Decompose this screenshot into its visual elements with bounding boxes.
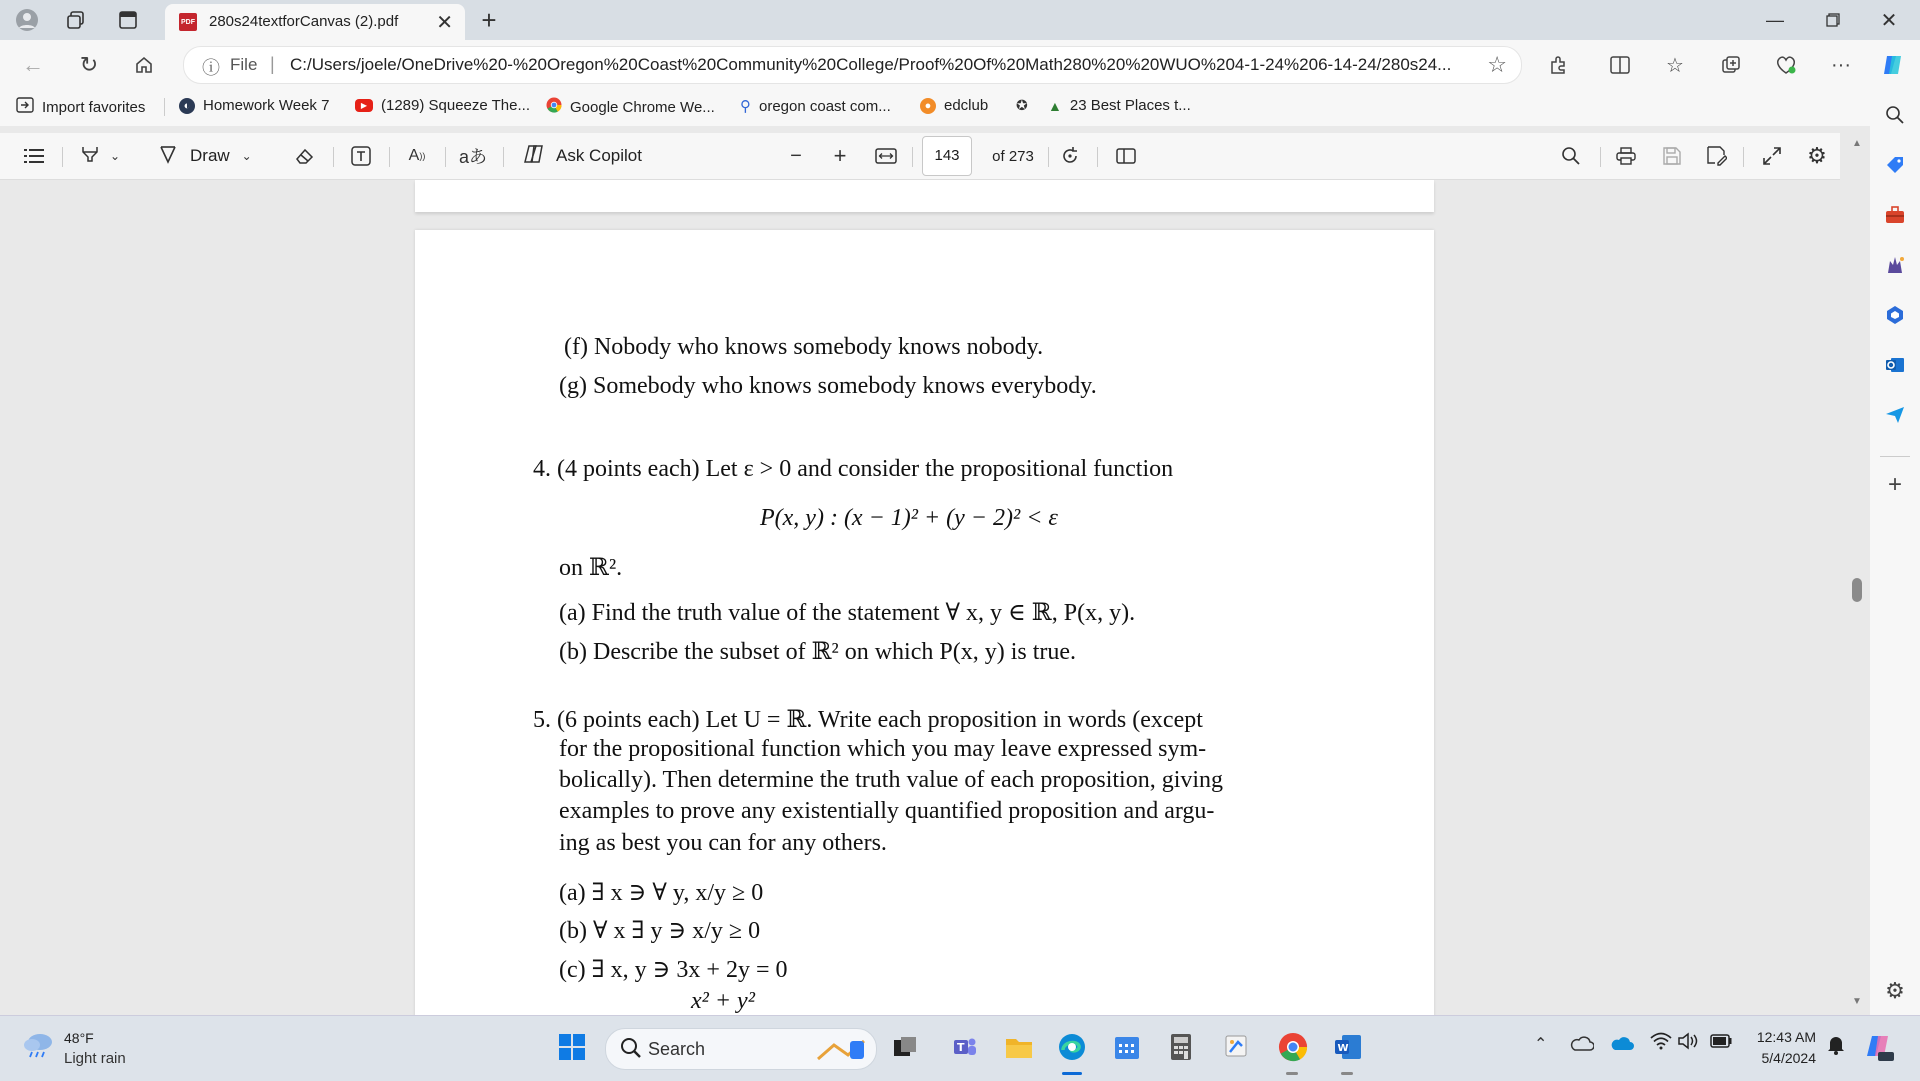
address-bar[interactable] <box>183 46 1522 84</box>
question-5-line-3: bolically). Then determine the truth value of each proposition, giving <box>559 767 1224 793</box>
zoom-in-icon[interactable]: + <box>833 143 847 168</box>
tab-active[interactable] <box>165 4 465 40</box>
page-number-input[interactable]: 143 <box>922 136 972 176</box>
profile-icon[interactable] <box>14 8 40 32</box>
url-text[interactable]: C:/Users/joele/OneDrive%20-%20Oregon%20Coast%20Community%20College/Proof%20Of%20Math280%20%20WUO%204-1-24%206-14-24/280s24... <box>290 55 1452 74</box>
toolbar-divider <box>1743 147 1744 167</box>
sidebar-divider <box>1880 456 1910 457</box>
import-icon <box>16 97 34 117</box>
clock-date[interactable]: 5/4/2024 <box>1761 1050 1816 1066</box>
ask-copilot-label: Ask Copilot <box>556 146 642 165</box>
pdf-viewport[interactable] <box>0 180 1840 1015</box>
copilot-preview-icon[interactable] <box>1864 1032 1894 1067</box>
svg-text:W: W <box>1337 1043 1349 1054</box>
onedrive-personal-icon[interactable] <box>1570 1034 1594 1057</box>
favorite-label: Google Chrome We... <box>570 98 715 116</box>
page-total: of 273 <box>992 147 1034 165</box>
scrollbar-thumb[interactable] <box>1852 578 1862 602</box>
search-icon: ⚲ <box>740 98 751 115</box>
close-tab-icon[interactable]: ✕ <box>436 12 453 34</box>
favorite-label: 23 Best Places t... <box>1069 97 1191 114</box>
word-icon[interactable] <box>1331 1030 1365 1064</box>
question-4a: (a) Find the truth value of the statement ∀ x, y ∈ ℝ, P(x, y). <box>559 600 1136 626</box>
question-4-domain: on ℝ². <box>559 555 623 581</box>
weather-icon[interactable] <box>22 1030 56 1065</box>
toolbar-divider <box>445 147 446 167</box>
microsoft-365-icon[interactable] <box>1882 302 1908 328</box>
active-app-indicator <box>1062 1072 1082 1075</box>
print-icon[interactable] <box>1612 143 1640 169</box>
minimize-icon[interactable]: — <box>1766 9 1784 30</box>
question-5-line-4: examples to prove any existentially quantified proposition and argu- <box>559 798 1215 824</box>
zoom-out-icon[interactable]: − <box>790 144 802 167</box>
question-4-formula: P(x, y) : (x − 1)² + (y − 2)² < ε <box>760 505 1058 531</box>
volume-icon[interactable] <box>1678 1032 1700 1055</box>
find-icon[interactable] <box>1557 143 1585 169</box>
home-icon[interactable] <box>129 50 159 80</box>
url-separator: | <box>270 54 275 74</box>
tab-bar <box>0 0 1920 40</box>
contents-icon[interactable] <box>20 143 48 169</box>
add-icon[interactable]: + <box>1887 471 1902 498</box>
highlighter-icon <box>80 144 100 169</box>
browser-essentials-icon[interactable] <box>1771 52 1801 78</box>
youtube-icon: ▶ <box>355 99 373 112</box>
onedrive-icon[interactable] <box>1610 1034 1634 1057</box>
site-icon: ◐ <box>179 98 195 114</box>
notification-bell-icon[interactable] <box>1827 1035 1845 1060</box>
item-f: (f) Nobody who knows somebody knows nobody. <box>564 334 1044 360</box>
edge-icon[interactable] <box>1055 1030 1089 1064</box>
favorites-icon[interactable]: ☆ <box>1666 54 1684 77</box>
favorites-bar <box>0 88 1920 126</box>
copilot-icon[interactable] <box>1878 52 1908 78</box>
question-5-line-1: 5. (6 points each) Let U = ℝ. Write each proposition in words (except <box>533 707 1203 733</box>
copilot-outline-icon <box>524 144 546 169</box>
question-5a: (a) ∃ x ∋ ∀ y, x/y ≥ 0 <box>559 880 764 906</box>
favorite-label: oregon coast com... <box>759 97 891 115</box>
chevron-down-icon: ⌄ <box>241 149 252 163</box>
settings-gear-icon[interactable]: ⚙ <box>1807 143 1827 168</box>
question-5b: (b) ∀ x ∃ y ∋ x/y ≥ 0 <box>559 918 761 944</box>
translate-icon[interactable]: aあ <box>458 147 487 167</box>
search-icon <box>620 1037 642 1064</box>
url-scheme: File <box>230 55 258 74</box>
save-icon[interactable] <box>1658 143 1686 169</box>
sidebar-settings-icon[interactable]: ⚙ <box>1885 978 1905 1003</box>
item-g: (g) Somebody who knows somebody knows everybody. <box>559 373 1097 399</box>
previous-page <box>415 180 1434 212</box>
site-icon: ✪ <box>1016 97 1028 113</box>
question-5-line-5: ing as best you can for any others. <box>559 830 887 856</box>
favorite-label: (1289) Squeeze The... <box>381 97 530 114</box>
pdf-page <box>415 230 1434 1015</box>
tab-actions-icon[interactable] <box>115 8 141 32</box>
page-view-icon[interactable] <box>1112 143 1140 169</box>
split-screen-icon[interactable] <box>1605 52 1635 78</box>
favorite-homework[interactable] <box>179 97 329 114</box>
outlook-icon[interactable] <box>1882 352 1908 378</box>
search-placeholder: Search <box>648 1039 706 1059</box>
edclub-icon: ● <box>920 98 936 114</box>
search-highlight-icon <box>814 1035 870 1068</box>
tree-icon: ▲ <box>1048 97 1062 114</box>
paint-app-icon[interactable] <box>1220 1030 1254 1064</box>
weather-temp[interactable]: 48°F <box>64 1030 94 1046</box>
favorite-star-icon[interactable]: ☆ <box>1487 52 1507 77</box>
app-indicator <box>1341 1072 1353 1075</box>
search-icon[interactable] <box>1882 102 1908 128</box>
app-indicator <box>1286 1072 1298 1075</box>
save-as-icon[interactable] <box>1703 143 1731 169</box>
eraser-icon[interactable] <box>290 143 320 169</box>
question-5c: (c) ∃ x, y ∋ 3x + 2y = 0 <box>559 957 788 983</box>
favorite-chrome[interactable] <box>546 97 715 117</box>
collections-icon[interactable] <box>1716 52 1746 78</box>
highlight-button[interactable] <box>74 143 126 169</box>
favorite-best-places[interactable] <box>1048 97 1191 114</box>
favorite-site[interactable] <box>1016 97 1028 114</box>
toolbar-divider <box>1600 147 1601 167</box>
tools-icon[interactable] <box>1882 202 1908 228</box>
start-icon[interactable] <box>555 1030 589 1064</box>
send-icon[interactable] <box>1882 402 1908 428</box>
favorite-edclub[interactable] <box>920 97 988 114</box>
pdf-toolbar <box>0 133 1840 180</box>
workspaces-icon[interactable] <box>64 8 90 32</box>
question-5d-partial: x² + y² <box>691 988 755 1014</box>
pdf-icon: PDF <box>179 13 197 31</box>
weather-desc[interactable]: Light rain <box>64 1050 126 1067</box>
ask-copilot-button[interactable] <box>524 143 664 169</box>
favorite-label: Homework Week 7 <box>203 97 330 114</box>
fullscreen-icon[interactable] <box>1758 143 1786 169</box>
close-window-icon[interactable]: ✕ <box>1880 9 1898 32</box>
draw-button[interactable] <box>158 143 270 169</box>
question-4-intro: 4. (4 points each) Let ε > 0 and consider the propositional function <box>533 456 1174 482</box>
restore-icon[interactable] <box>1808 6 1858 34</box>
toolbar-divider <box>1048 147 1049 167</box>
favorite-oregon-search[interactable] <box>740 97 891 115</box>
edge-sidebar <box>1870 88 1920 1015</box>
chevron-down-icon: ⌄ <box>109 149 121 163</box>
calculator-icon[interactable] <box>1164 1030 1198 1064</box>
tab-title: 280s24textforCanvas (2).pdf <box>209 13 399 30</box>
back-icon[interactable]: ← <box>22 52 44 77</box>
question-5-line-2: for the propositional function which you may leave expressed sym- <box>559 736 1207 762</box>
favorite-import[interactable] <box>16 97 145 117</box>
calendar-icon[interactable] <box>1110 1030 1144 1064</box>
favorite-label: Import favorites <box>42 98 146 116</box>
toolbar-divider <box>389 147 390 167</box>
taskbar-search[interactable] <box>605 1028 877 1070</box>
new-tab-icon[interactable]: + <box>481 4 497 35</box>
file-explorer-icon[interactable] <box>1002 1030 1036 1064</box>
shopping-tag-icon[interactable] <box>1882 152 1908 178</box>
address-bar-row <box>0 40 1920 88</box>
svg-text:T: T <box>957 1041 965 1054</box>
toolbar-divider <box>912 147 913 167</box>
toolbar-divider <box>333 147 334 167</box>
wifi-icon[interactable] <box>1650 1032 1672 1055</box>
read-aloud-icon[interactable]: A )) <box>408 147 426 164</box>
more-options-icon[interactable]: ··· <box>1831 53 1851 76</box>
toolbar-divider <box>503 147 504 167</box>
toolbar-divider <box>1097 147 1098 167</box>
games-icon[interactable] <box>1882 252 1908 278</box>
chevron-up-icon[interactable]: ⌃ <box>1534 1036 1548 1053</box>
chrome-icon <box>546 97 562 117</box>
favorites-divider <box>164 98 165 116</box>
clock-time[interactable]: 12:43 AM <box>1756 1029 1816 1045</box>
favorite-youtube[interactable] <box>355 97 530 114</box>
chrome-icon[interactable] <box>1276 1030 1310 1064</box>
info-icon[interactable]: ⓘ <box>202 58 220 78</box>
add-text-icon[interactable] <box>346 143 376 169</box>
rotate-icon[interactable] <box>1056 143 1084 169</box>
refresh-icon[interactable]: ↻ <box>79 52 99 77</box>
draw-label: Draw <box>190 146 230 165</box>
task-view-icon[interactable] <box>888 1030 922 1064</box>
scroll-up-icon[interactable]: ▲ <box>1852 138 1862 149</box>
extensions-icon[interactable] <box>1543 52 1573 78</box>
teams-icon[interactable] <box>948 1030 982 1064</box>
question-4b: (b) Describe the subset of ℝ² on which P(x, y) is true. <box>559 639 1077 665</box>
favorite-label: edclub <box>944 97 989 114</box>
draw-icon <box>158 144 178 169</box>
scroll-down-icon[interactable]: ▼ <box>1852 996 1862 1007</box>
battery-icon[interactable] <box>1710 1034 1732 1053</box>
toolbar-divider <box>62 147 63 167</box>
taskbar <box>0 1015 1920 1081</box>
fit-width-icon[interactable] <box>872 143 900 169</box>
